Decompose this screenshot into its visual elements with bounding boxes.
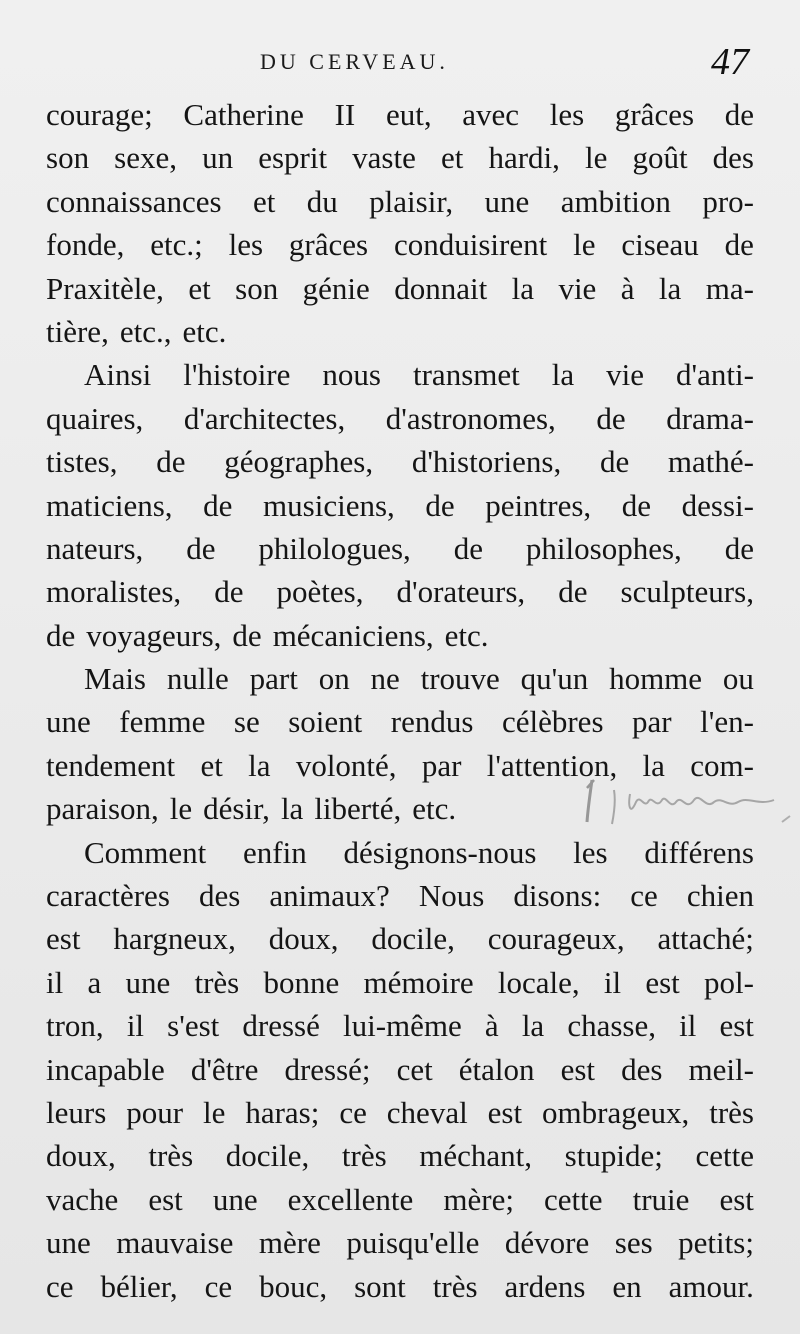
text-line: connaissances et du plaisir, une ambition pro- xyxy=(46,183,754,219)
text-line: il a une très bonne mémoire locale, il est pol- xyxy=(46,964,754,1000)
text-line: ce bélier, ce bouc, sont très ardens en amour. xyxy=(46,1268,754,1304)
text-line: vache est une excellente mère; cette truie est xyxy=(46,1181,754,1217)
text-line: est hargneux, doux, docile, courageux, attaché; xyxy=(46,921,754,957)
text-line: une mauvaise mère puisqu'elle dévore ses petits; xyxy=(46,1225,754,1261)
text-line: tron, il s'est dressé lui-même à la chasse, il est xyxy=(46,1008,754,1044)
text-line: paraison, le désir, la liberté, etc. xyxy=(46,791,457,827)
text-line: Praxitèle, et son génie donnait la vie à la ma- xyxy=(46,270,754,306)
text-line: caractères des animaux? Nous disons: ce chien xyxy=(46,878,754,914)
text-line: fonde, etc.; les grâces conduisirent le ciseau de xyxy=(46,227,754,263)
text-line: nateurs, de philologues, de philosophes, de xyxy=(46,530,754,566)
handwritten-margin-note-icon xyxy=(578,772,793,828)
text-line: incapable d'être dressé; cet étalon est des meil- xyxy=(46,1051,754,1087)
text-line: moralistes, de poètes, d'orateurs, de sculpteurs, xyxy=(46,574,754,610)
text-line: leurs pour le haras; ce cheval est ombrageux, très xyxy=(46,1094,754,1130)
text-line: courage; Catherine II eut, avec les grâces de xyxy=(46,97,754,132)
text-line: tière, etc., etc. xyxy=(46,313,227,349)
text-line: son sexe, un esprit vaste et hardi, le goût des xyxy=(46,140,754,176)
page-number: 47 xyxy=(711,41,749,83)
text-line: une femme se soient rendus célèbres par l'en- xyxy=(46,704,754,740)
text-line: Ainsi l'histoire nous transmet la vie d'anti- xyxy=(84,357,754,393)
text-line: tendement et la volonté, par l'attention, la com- xyxy=(46,747,754,783)
page-header xyxy=(46,40,751,90)
text-line: doux, très docile, très méchant, stupide; cette xyxy=(46,1138,754,1174)
text-line: tistes, de géographes, d'historiens, de mathé- xyxy=(46,444,754,480)
text-line: quaires, d'architectes, d'astronomes, de drama- xyxy=(46,400,754,436)
text-line: Comment enfin désignons-nous les différens xyxy=(84,834,754,870)
text-line: maticiens, de musiciens, de peintres, de dessi- xyxy=(46,487,754,523)
text-line: Mais nulle part on ne trouve qu'un homme ou xyxy=(84,661,754,697)
body-text xyxy=(46,93,754,1308)
running-title: DU CERVEAU. xyxy=(260,49,449,74)
text-line: de voyageurs, de mécaniciens, etc. xyxy=(46,617,489,653)
